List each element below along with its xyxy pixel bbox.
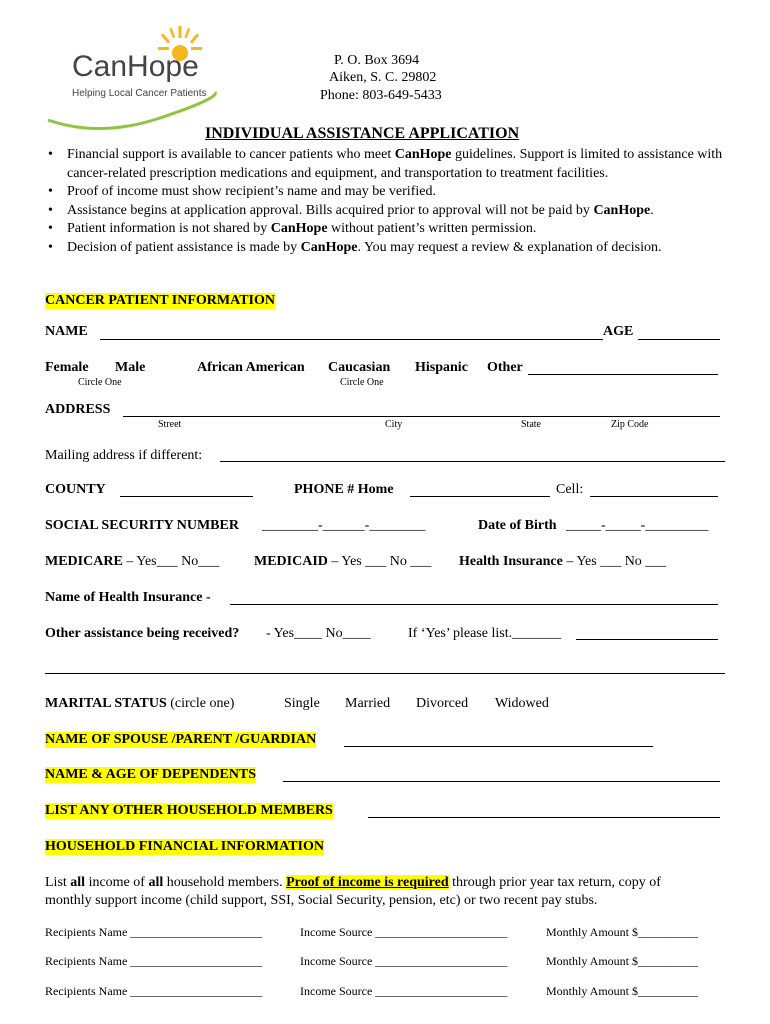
logo-tagline: Helping Local Cancer Patients: [72, 88, 207, 99]
mailing-address-label: Mailing address if different:: [45, 448, 203, 463]
dependents-field[interactable]: [283, 781, 720, 782]
other-assistance-options[interactable]: - Yes____ No____: [266, 626, 371, 641]
divorced-option[interactable]: Divorced: [416, 696, 469, 711]
canhope-logo: [40, 20, 230, 135]
city-caption: City: [385, 419, 403, 430]
address-label: ADDRESS: [45, 402, 111, 417]
county-field[interactable]: [120, 496, 253, 497]
page-title: INDIVIDUAL ASSISTANCE APPLICATION: [205, 125, 520, 142]
health-insurance-name-field[interactable]: [230, 604, 718, 605]
county-label: COUNTY: [45, 482, 106, 497]
income-source-field[interactable]: Income Source ______________________: [300, 984, 508, 998]
ssn-field[interactable]: ________-______-________: [262, 518, 426, 533]
hispanic-option[interactable]: Hispanic: [415, 360, 468, 375]
logo-name: CanHope: [72, 50, 199, 83]
list-item: • Proof of income must show recipient’s name and may be verified.: [45, 183, 725, 202]
cell-label: Cell:: [556, 482, 584, 497]
married-option[interactable]: Married: [345, 696, 391, 711]
phone-home-label: PHONE # Home: [294, 482, 394, 497]
zip-caption: Zip Code: [611, 419, 649, 430]
recipient-name-field[interactable]: Recipients Name ______________________: [45, 925, 263, 939]
list-item: • Patient information is not shared by CanHope without patient’s written permission.: [45, 220, 725, 239]
widowed-option[interactable]: Widowed: [495, 696, 549, 711]
age-label: AGE: [603, 324, 634, 339]
single-option[interactable]: Single: [284, 696, 320, 711]
state-caption: State: [521, 419, 541, 430]
other-option[interactable]: Other: [487, 360, 523, 375]
marital-status-row: MARITAL STATUS (circle one): [45, 696, 235, 711]
monthly-amount-field[interactable]: Monthly Amount $__________: [546, 954, 699, 968]
phone-home-field[interactable]: [410, 496, 550, 497]
household-members-label: LIST ANY OTHER HOUSEHOLD MEMBERS: [45, 803, 333, 818]
ssn-label: SOCIAL SECURITY NUMBER: [45, 518, 239, 533]
recipient-name-field[interactable]: Recipients Name ______________________: [45, 954, 263, 968]
other-assistance-list-field[interactable]: [45, 673, 725, 674]
address-phone: Phone: 803-649-5433: [320, 88, 442, 103]
address-line-1: P. O. Box 3694: [334, 53, 420, 68]
dob-field[interactable]: _____-_____-_________: [566, 518, 709, 533]
male-option[interactable]: Male: [115, 360, 146, 375]
other-ethnicity-field[interactable]: [528, 374, 718, 375]
african-american-option[interactable]: African American: [197, 360, 305, 375]
income-source-field[interactable]: Income Source ______________________: [300, 925, 508, 939]
name-field[interactable]: [100, 339, 603, 340]
guidelines-list: [45, 146, 725, 257]
recipient-name-field[interactable]: Recipients Name ______________________: [45, 984, 263, 998]
health-insurance-row[interactable]: Health Insurance – Yes ___ No ___: [459, 554, 667, 569]
income-source-field[interactable]: Income Source ______________________: [300, 954, 508, 968]
name-label: NAME: [45, 324, 88, 339]
patient-info-heading: CANCER PATIENT INFORMATION: [45, 293, 275, 308]
list-item: • Assistance begins at application approval. Bills acquired prior to approval will not be paid by CanHope.: [45, 202, 725, 221]
financial-info-heading: HOUSEHOLD FINANCIAL INFORMATION: [45, 839, 324, 854]
dob-label: Date of Birth: [478, 518, 557, 533]
dependents-label: NAME & AGE OF DEPENDENTS: [45, 767, 257, 782]
financial-instructions-2: monthly support income (child support, SSI, Social Security, pension, etc) or two recent pay stubs.: [45, 893, 598, 908]
monthly-amount-field[interactable]: Monthly Amount $__________: [546, 984, 699, 998]
list-item: • Decision of patient assistance is made by CanHope. You may request a review & explanation of decision.: [45, 239, 725, 258]
mailing-address-field[interactable]: [220, 461, 725, 462]
spouse-field[interactable]: [344, 746, 653, 747]
circle-one-note: Circle One: [340, 377, 384, 388]
spouse-label: NAME OF SPOUSE /PARENT /GUARDIAN: [45, 732, 317, 747]
address-field[interactable]: [123, 416, 720, 417]
if-yes-field[interactable]: [576, 639, 718, 640]
street-caption: Street: [158, 419, 182, 430]
monthly-amount-field[interactable]: Monthly Amount $__________: [546, 925, 699, 939]
cell-field[interactable]: [590, 496, 718, 497]
address-line-2: Aiken, S. C. 29802: [329, 70, 437, 85]
other-assistance-label: Other assistance being received?: [45, 626, 240, 641]
financial-instructions: List all income of all household members. Proof of income is required through prior year tax return, copy of: [45, 875, 661, 890]
health-insurance-name-label: Name of Health Insurance -: [45, 590, 211, 605]
female-option[interactable]: Female: [45, 360, 89, 375]
circle-one-note: Circle One: [78, 377, 122, 388]
medicare-row[interactable]: MEDICARE – Yes___ No___: [45, 554, 220, 569]
medicaid-row[interactable]: MEDICAID – Yes ___ No ___: [254, 554, 432, 569]
if-yes-label: If ‘Yes’ please list._______: [408, 626, 562, 641]
list-item: • Financial support is available to cancer patients who meet CanHope guidelines. Support is limited to assistance with cancer-related prescription medications and equipment, and transportation to treatment facilities.: [45, 146, 725, 183]
household-members-field[interactable]: [368, 817, 720, 818]
age-field[interactable]: [638, 339, 720, 340]
caucasian-option[interactable]: Caucasian: [328, 360, 391, 375]
